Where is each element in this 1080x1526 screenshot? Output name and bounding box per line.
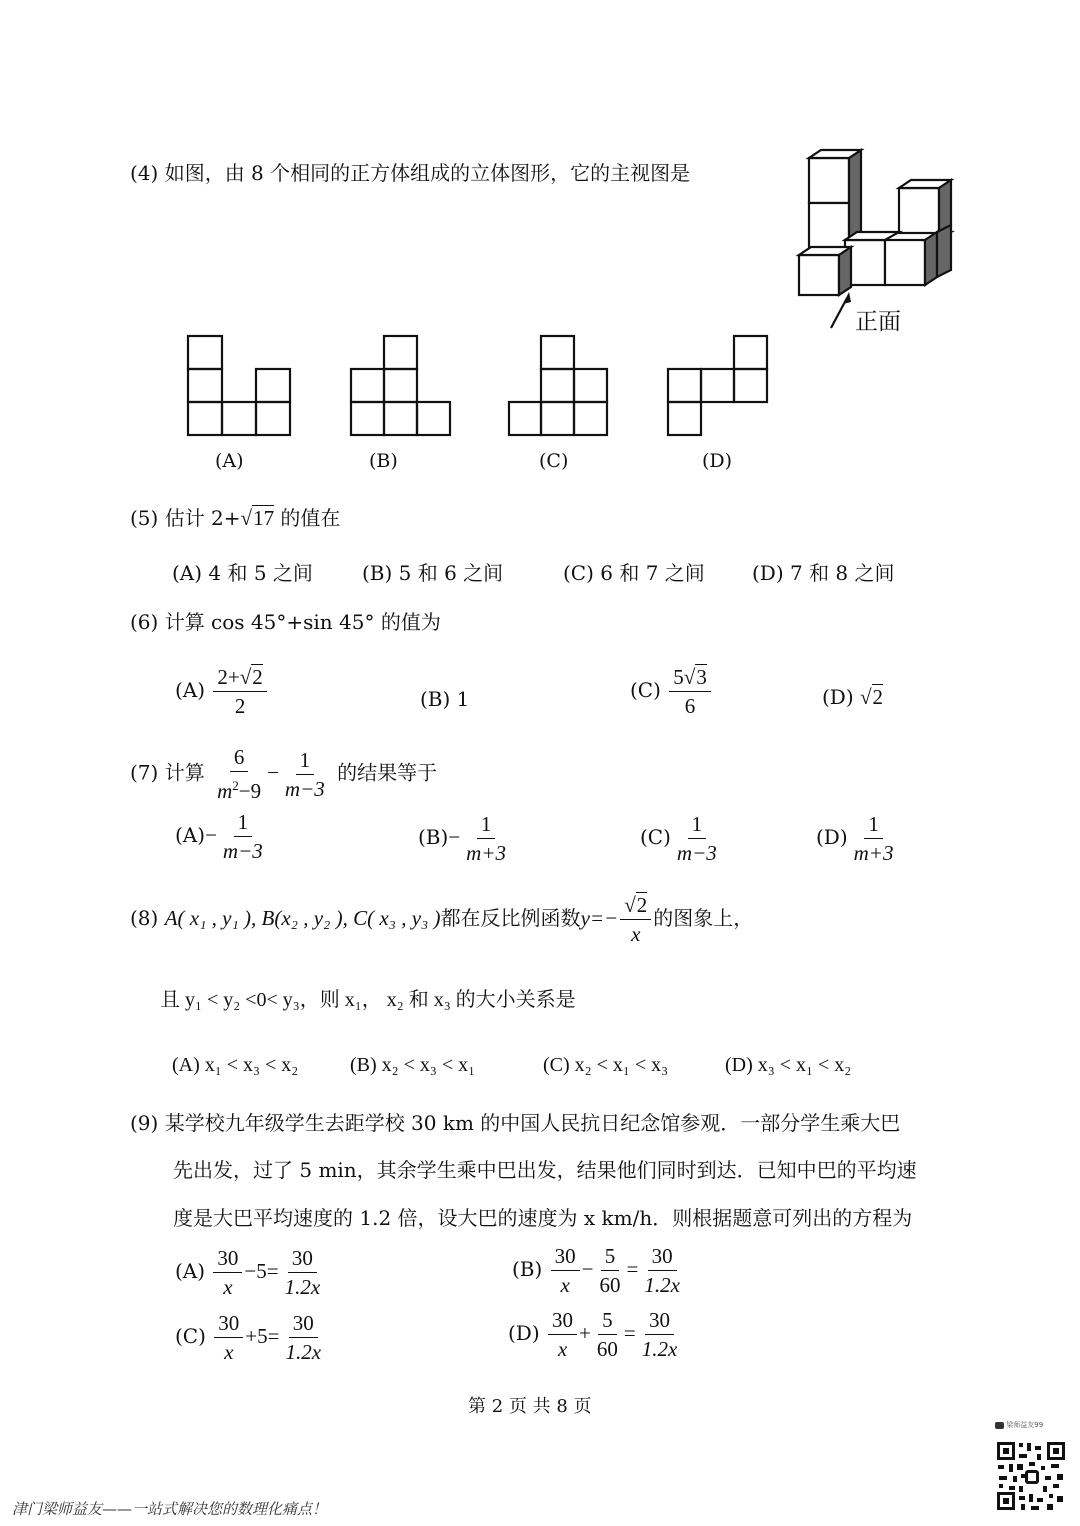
q6-option-b: (B) 1 [420,687,470,711]
q9-a-op: −5= [244,1259,279,1283]
q9-b-f3-den: 1.2x [644,1273,680,1297]
q7-b-num: 1 [477,812,496,839]
q7-c-num: 1 [688,812,707,839]
q6-c-label: (C) [630,678,661,702]
q9-b-eq: = [626,1257,639,1281]
q7-f1-den-rest: −9 [238,779,262,803]
q9-b-label: (B) [512,1257,543,1281]
q8-text: (8) A( x₁ , y₁ ), B(x₂ , y₂ ), C( x₃ , y₃ )都在反比例函数y=− $\frac{√2}{x}$ 的图象上， [130,893,754,946]
q6-a-den: 2 [234,694,246,718]
q9-option-d [508,1308,683,1361]
q6-number: (6) [130,610,159,634]
q5-option-d: (D) 7 和 8 之间 [752,561,895,585]
qr-code-icon [995,1440,1067,1512]
q6-c-num-rad: 3 [696,665,707,689]
q7-a-label: (A) [175,823,206,847]
q5-option-b: (B) 5 和 6 之间 [362,561,504,585]
q7-option-d [816,812,899,865]
q7-f1-num: 6 [230,745,249,772]
footer-tagline: 津门梁师益友——一站式解决您的数理化痛点！ [12,1500,328,1518]
q6-a-num-pre: 2+ [217,665,240,689]
q6-option-c: (C) $\frac{5√3}{6}$ [630,665,713,718]
q9-c-f1-den: x [224,1340,234,1364]
q9-b-f2-den: 60 [599,1273,621,1297]
q7-f1-den-var: m [217,779,233,803]
q9-d-f1-den: x [557,1337,568,1361]
q9-b-f3-num: 30 [648,1244,677,1271]
q4-option-d-view [667,335,777,437]
qr-caption-text: 梁师益友99 [1006,1421,1044,1429]
q6-d-rad: 2 [872,685,884,709]
q7-post: 的结果等于 [337,760,438,785]
q4-number: (4) [130,161,159,185]
q9-c-label: (C) [175,1324,206,1348]
q7-c-label: (C) [640,825,671,849]
q9-b-f2-num: 5 [601,1244,620,1271]
q9-c-f2-den: 1.2x [285,1340,322,1364]
q7-f2-den: m−3 [284,776,325,801]
q9-line1-text: 某学校九年级学生去距学校 30 km 的中国人民抗日纪念馆参观．一部分学生乘大巴 [164,1111,901,1135]
q8-func-rad: 2 [636,893,648,917]
q8-option-a: (A) x₁ < x₃ < x₂ [172,1054,299,1076]
q5-radicand: 17 [253,506,275,530]
q9-d-f1-num: 30 [548,1308,577,1335]
q5-number: (5) [130,506,159,530]
q4-option-b-view [350,335,460,437]
q9-d-f2-den: 60 [596,1337,618,1361]
q5-option-a: (A) 4 和 5 之间 [172,561,313,585]
q7-b-label: (B) [418,825,449,849]
q9-a-f2-num: 30 [288,1246,317,1273]
front-label: 正面 [855,309,901,335]
q4-stem: 如图，由 8 个相同的正方体组成的立体图形，它的主视图是 [164,161,691,185]
q9-option-b [512,1244,686,1297]
q7-c-den: m−3 [676,841,717,865]
q8-post: 的图象上， [653,906,754,930]
q6-a-num-rad: 2 [252,665,263,689]
q7-d-label: (D) [816,825,848,849]
q7-pre: 计算 [164,760,205,785]
q9-a-f2-den: 1.2x [284,1275,321,1299]
q9-a-f1-den: x [223,1275,233,1299]
q9-line1 [130,1110,900,1136]
q5-stem-post: 的值在 [274,506,341,530]
q7-d-num: 1 [864,812,883,839]
q9-a-label: (A) [175,1259,206,1283]
q7-d-den: m+3 [853,841,894,865]
q9-c-f1-num: 30 [214,1311,243,1338]
q8-points: A( x₁ , y₁ ), B(x₂ , y₂ ), C( x₃ , y₃ ) [164,906,441,930]
q4-option-a-label: (A) [215,450,244,472]
wechat-icon [995,1422,1004,1429]
q9-c-f2-num: 30 [289,1311,318,1338]
q5-option-c: (C) 6 和 7 之间 [563,561,705,585]
q7-f2-num: 1 [296,748,315,775]
q7-b-sign: − [448,825,461,849]
q8-option-b: (B) x₂ < x₃ < x₁ [350,1054,476,1076]
q7-f1-den-sup: 2 [232,778,239,793]
q9-d-f2-num: 5 [598,1308,617,1335]
q7-option-a [175,810,269,863]
q7-a-den: m−3 [222,839,263,863]
q7-a-sign: − [205,823,217,847]
q6-a-label: (A) [175,678,206,702]
q9-option-c [175,1311,327,1364]
q6-option-d: (D) √2 [822,685,884,709]
q9-a-f1-num: 30 [213,1246,242,1273]
q9-line2: 先出发，过了 5 min，其余学生乘中巴出发，结果他们同时到达．已知中巴的平均速 [173,1158,917,1182]
q4-option-b-label: (B) [369,450,398,472]
q6-text [130,609,441,635]
q9-d-f3-den: 1.2x [641,1337,678,1361]
q7-option-c [640,812,723,865]
q5-stem-pre: 估计 2+ [164,506,241,530]
q9-d-plus: + [579,1321,591,1345]
q6-stem: 计算 cos 45°+sin 45° 的值为 [164,610,441,634]
qr-caption [995,1420,1043,1430]
q6-c-den: 6 [684,694,696,718]
q4-option-c-label: (C) [539,450,569,472]
q9-d-label: (D) [508,1321,540,1345]
page-number: 第 2 页 共 8 页 [468,1396,592,1417]
q9-number: (9) [130,1111,159,1135]
q8-func-pre: y=− [580,906,619,930]
q7-text [130,745,437,803]
q9-b-f1-num: 30 [551,1244,580,1271]
q9-d-f3-num: 30 [645,1308,674,1335]
q8-func-den: x [631,922,641,946]
q8-option-c: (C) x₂ < x₁ < x₃ [543,1054,669,1076]
q7-option-b [418,812,512,865]
q6-c-num-pre: 5 [673,665,684,689]
q6-option-a: (A) $\frac{2+√2}{2}$ [175,665,269,718]
q8-line2: 且 y₁ < y₂ <0< y₃，则 x₁， x₂ 和 x₃ 的大小关系是 [160,989,576,1011]
q7-b-den: m+3 [466,841,506,865]
q5-text: (5) 估计 2+√17 的值在 [130,506,341,530]
q9-d-eq: = [623,1321,636,1345]
q7-minus: − [267,760,279,785]
q8-option-d: (D) x₃ < x₁ < x₂ [725,1054,852,1076]
q7-number: (7) [130,760,159,785]
q8-number: (8) [130,906,159,930]
q9-b-minus: − [581,1257,594,1281]
q7-a-num: 1 [234,810,253,837]
q4-option-c-view [508,335,618,437]
q9-b-f1-den: x [560,1273,570,1297]
q9-c-op: +5= [245,1324,280,1348]
q6-d-label: (D) [822,685,854,709]
q9-option-a [175,1246,326,1299]
q4-option-a-view [187,335,297,437]
q9-line3: 度是大巴平均速度的 1.2 倍，设大巴的速度为 x km/h．则根据题意可列出的方程为 [173,1206,913,1230]
q4-option-d-label: (D) [702,450,733,472]
q4-text [130,160,690,186]
q8-mid: 都在反比例函数 [440,906,581,930]
